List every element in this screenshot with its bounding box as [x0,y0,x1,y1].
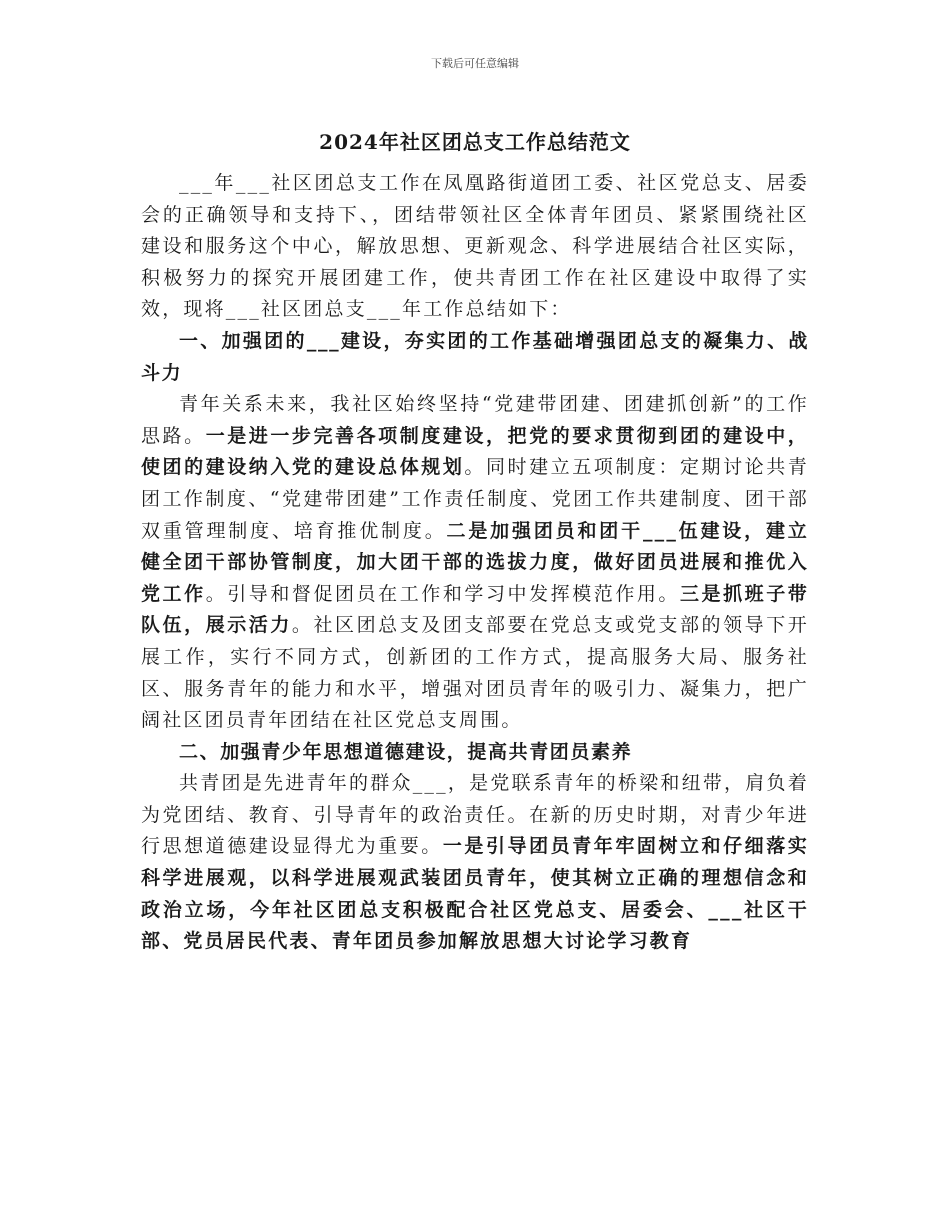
section-heading-1 [141,326,809,389]
document-title: 2024年社区团总支工作总结范文 [319,130,631,154]
bold-text-run: 一是引导团员青年牢固树立和仔细落实科学进展观，以科学进展观武装团员青年，使其树立正确的理想信念和政治立场，今年社区团总支积极配合社区党总支、居委会、___社区干部、党员居民代表、青年团员参加解放思想大讨论学习教育 [141,835,809,953]
text-run: 一、加强团的___建设，夯实团的工作基础增强团总支的凝集力、战斗力 [141,329,809,384]
text-run: 二、加强青少年思想道德建设，提高共青团员素养 [179,740,633,763]
document-body [141,168,809,958]
text-run: ___年___社区团总支工作在凤凰路街道团工委、社区党总支、居委会的正确领导和支持下、，团结带领社区全体青年团员、紧紧围绕社区建设和服务这个中心，解放思想、更新观念、科学进展结合社区实际，积极努力的探究开展团建工作，使共青团工作在社区建设中取得了实效，现将___社区团总支___年工作总结如下： [141,172,809,321]
text-run: 。引导和督促团员在工作和学习中发挥模范作用。 [205,582,680,605]
section-1-paragraph [141,389,809,737]
text-run: 。同时建立五项制度：定期讨论共青团工作制度、“党建带团建”工作责任制度、党团工作共建制度、团干部双重管理制度、培育推优制度。 [141,456,809,542]
section-heading-2 [141,737,809,769]
page-header-note: 下载后可任意编辑 [431,57,519,70]
text-run: 青年关系未来，我社区始终坚持“党建带团建、团建抓创新”的工作思路。 [141,393,809,447]
bold-text-run: 一是进一步完善各项制度建设，把党的要求贯彻到团的建设中，使团的建设纳入党的建设总体规划 [141,424,809,479]
text-run: 。社区团总支及团支部要在党总支或党支部的领导下开展工作，实行不同方式，创新团的工作方式，提高服务大局、服务社区、服务青年的能力和水平，增强对团员青年的吸引力、凝集力，把广阔社区团员青年团结在社区党总支周围。 [141,614,809,732]
bold-text-run: 三是抓班子带队伍，展示活力 [141,582,809,637]
text-run: 共青团是先进青年的群众___，是党联系青年的桥梁和纽带，肩负着为党团结、教育、引导青年的政治责任。在新的历史时期，对青少年进行思想道德建设显得尤为重要。 [141,772,809,858]
intro-paragraph [141,168,809,326]
bold-text-run: 二是加强团员和团干___伍建设，建立健全团干部协管制度，加大团干部的选拔力度，做好团员进展和推优入党工作 [141,519,809,605]
section-2-paragraph [141,768,809,958]
